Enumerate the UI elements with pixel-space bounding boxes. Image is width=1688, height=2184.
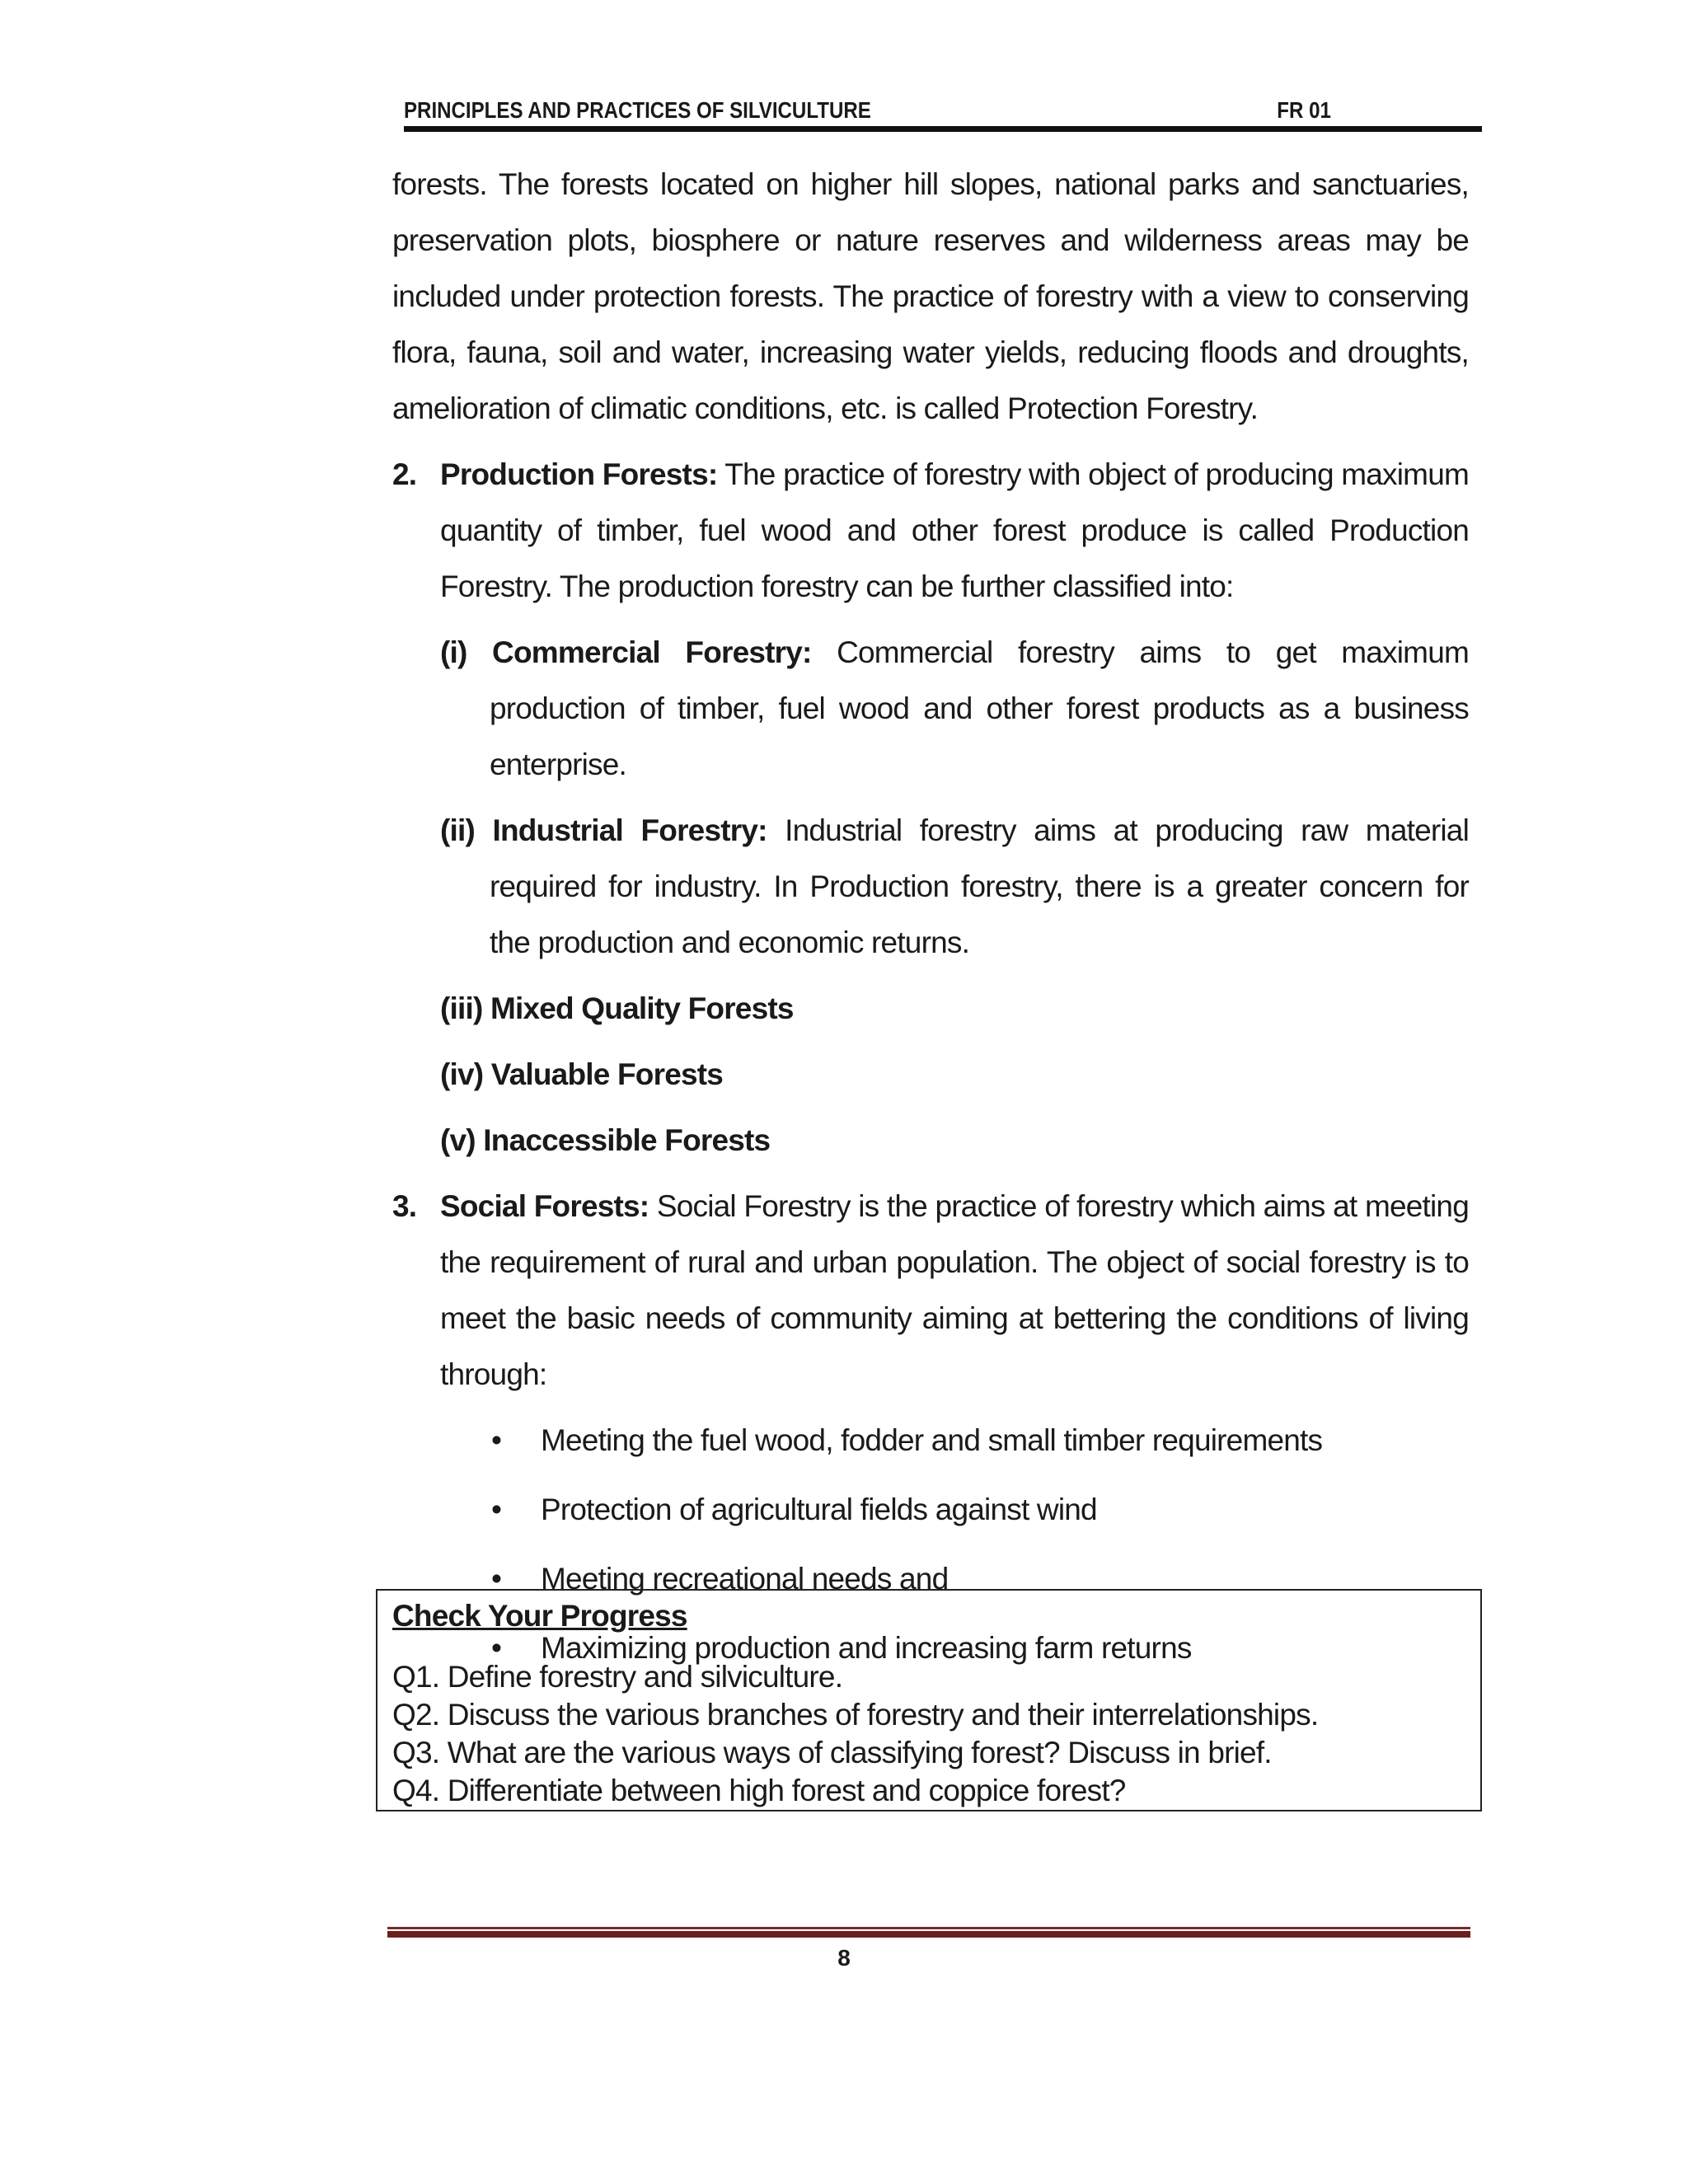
page-header [404, 97, 1331, 124]
footer-rule-thick [387, 1931, 1470, 1938]
sub-item-label: (iv) Valuable Forests [440, 1057, 724, 1091]
bullet-item: • Meeting recreational needs and [491, 1551, 1469, 1620]
intro-paragraph: forests. The forests located on higher hill slopes, national parks and sanctuaries, preservation plots, biosphere or nature reserves and wilderness areas may be included under protection forests. The practice of forestry with a view to conserving flora, fauna, soil and water, increasing water yields, reducing floods and droughts, amelioration of climatic conditions, etc. is called Protection Forestry. [392, 167, 1469, 425]
list-item-production-forests [392, 447, 1469, 615]
item-text: The practice of forestry with object of producing maximum quantity of timber, fuel wood and other forest produce is called Production Forestry. The production forestry can be further classified into: [440, 457, 1469, 603]
check-your-progress-box [376, 1589, 1482, 1811]
sub-item-label: (ii) Industrial Forestry: [440, 813, 767, 847]
question-1: Q1. Define forestry and silviculture. [392, 1660, 843, 1694]
footer-rule [387, 1927, 1470, 1929]
sub-item-valuable-forests [440, 1047, 1469, 1103]
list-item-social-forests [392, 1179, 1469, 1403]
page-number: 8 [837, 1945, 851, 1971]
item-title: Production Forests: [440, 457, 718, 491]
bullet-item: • Maximizing production and increasing farm returns [491, 1620, 1469, 1690]
question-4: Q4. Differentiate between high forest and coppice forest? [392, 1774, 1126, 1807]
sub-item-text: Industrial forestry aims at producing raw material required for industry. In Production forestry, there is a greater concern for the production and economic returns. [490, 813, 1469, 959]
bullet-icon: • [491, 1423, 502, 1457]
header-title: PRINCIPLES AND PRACTICES OF SILVICULTURE [404, 97, 871, 123]
bullet-item: • Protection of agricultural fields against wind [491, 1482, 1469, 1551]
sub-item-inaccessible-forests [440, 1113, 1469, 1169]
progress-title: Check Your Progress [392, 1599, 687, 1633]
sub-item-text: Commercial forestry aims to get maximum production of timber, fuel wood and other forest products as a business enterprise. [490, 635, 1469, 781]
question-3: Q3. What are the various ways of classifying forest? Discuss in brief. [392, 1736, 1272, 1769]
item-text: Social Forestry is the practice of forestry which aims at meeting the requirement of rural and urban population. The object of social forestry is to meet the basic needs of community aiming at bettering the conditions of living through: [440, 1189, 1469, 1391]
item-number: 3. [392, 1189, 417, 1223]
bullet-icon: • [491, 1562, 502, 1596]
header-code: FR 01 [1277, 97, 1331, 123]
sub-item-industrial-forestry [440, 803, 1469, 971]
header-rule [404, 126, 1482, 132]
item-title: Social Forests: [440, 1189, 649, 1223]
bullet-icon: • [491, 1493, 502, 1526]
question-2: Q2. Discuss the various branches of forestry and their interrelationships. [392, 1698, 1319, 1732]
sub-item-label: (iii) Mixed Quality Forests [440, 991, 794, 1025]
main-content [392, 157, 1469, 1690]
sub-item-label: (i) Commercial Forestry: [440, 635, 812, 669]
sub-item-label: (v) Inaccessible Forests [440, 1123, 771, 1157]
bullet-item: • Meeting the fuel wood, fodder and small timber requirements [491, 1413, 1469, 1482]
sub-item-mixed-quality-forests [440, 981, 1469, 1037]
bullet-icon: • [491, 1631, 502, 1665]
item-number: 2. [392, 457, 417, 491]
sub-item-commercial-forestry [440, 625, 1469, 793]
